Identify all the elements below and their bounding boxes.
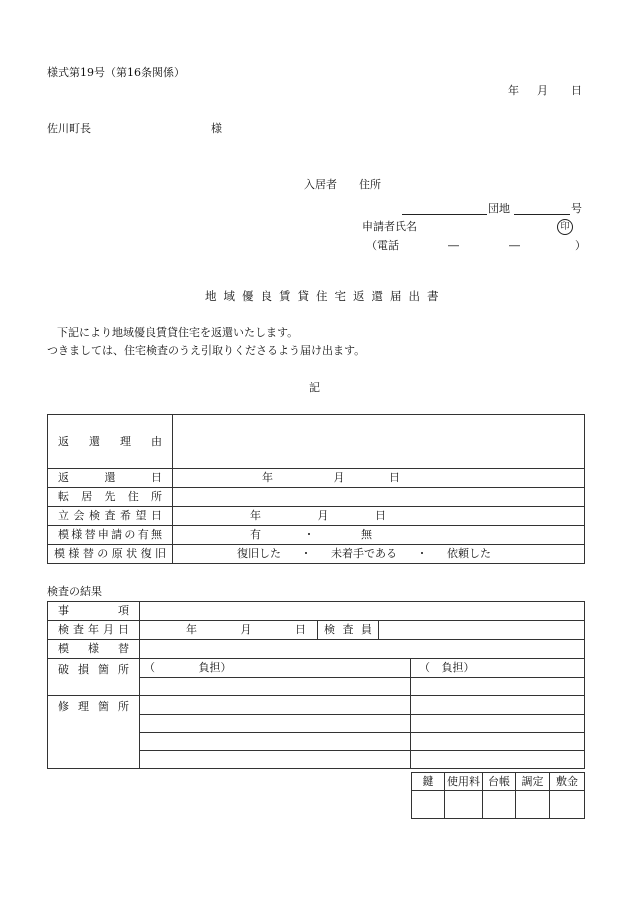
repair-left-line-1[interactable] [140, 696, 411, 715]
form-number: 様式第19号（第16条関係） [47, 66, 185, 79]
damage-left-burden[interactable] [140, 659, 411, 678]
burden-left-open: （ [144, 661, 155, 674]
stamp-header-fee: 使用料 [445, 773, 483, 791]
burden-right-open: （ [419, 661, 430, 674]
document-title: 地域優良賃貸住宅返還届出書 [205, 289, 446, 303]
inspection-date-day: 日 [375, 509, 386, 522]
item-label: 事項 [48, 602, 140, 621]
result-date-day: 日 [295, 623, 306, 636]
reason-label: 返還理由 [48, 415, 173, 469]
return-info-table [47, 414, 585, 564]
inspection-date-result-field[interactable] [140, 621, 318, 640]
inspector-field[interactable] [379, 621, 585, 640]
new-address-label: 転居先住所 [48, 488, 173, 507]
restore-option-not-started[interactable]: 未着手である [331, 547, 397, 560]
repair-right-line-3[interactable] [411, 733, 585, 751]
inspection-date-label: 立会検査希望日 [48, 507, 173, 526]
ki-label: 記 [309, 381, 320, 394]
applicant-name-label: 申請者氏名 [362, 220, 417, 233]
repair-right-line-4[interactable] [411, 751, 585, 769]
body-line-1: 下記により地域優良賃貸住宅を返還いたします。 [57, 326, 299, 339]
repair-left-line-4[interactable] [140, 751, 411, 769]
burden-right: 負担） [441, 661, 475, 674]
remodel-app-yes[interactable]: 有 [250, 528, 261, 541]
restore-field[interactable] [173, 545, 585, 564]
phone-open: （電話 [366, 239, 399, 252]
remodel-app-dot: ・ [303, 528, 315, 541]
address-label: 住所 [359, 178, 381, 191]
stamp-box-deposit[interactable] [550, 791, 585, 819]
stamp-box-fee[interactable] [445, 791, 483, 819]
repair-right-line-1[interactable] [411, 696, 585, 715]
addressee: 佐川町長 [47, 122, 91, 135]
room-number-blank [514, 214, 570, 215]
stamp-box-key[interactable] [412, 791, 445, 819]
go-label: 号 [571, 202, 582, 215]
repair-label: 修理箇所 [48, 696, 140, 769]
stamp-header-key: 鍵 [412, 773, 445, 791]
stamp-header-ledger: 台帳 [483, 773, 516, 791]
reason-field[interactable] [173, 415, 585, 469]
inspection-date-month: 月 [317, 509, 329, 522]
inspection-date-year: 年 [250, 509, 261, 522]
damage-right-burden[interactable] [411, 659, 585, 678]
item-field[interactable] [140, 602, 585, 621]
stamp-header-assessment: 調定 [516, 773, 550, 791]
remodel-app-no[interactable]: 無 [361, 528, 372, 541]
body-line-2: つきましては、住宅検査のうえ引取りくださるよう届け出ます。 [47, 344, 366, 357]
date-year: 年 [508, 84, 519, 97]
inspector-label: 検査員 [318, 621, 379, 640]
result-date-month: 月 [240, 623, 252, 636]
phone-dash-1: ― [448, 239, 459, 252]
result-date-year: 年 [186, 623, 197, 636]
remodel-app-label: 模様替申請の有無 [48, 526, 173, 545]
damage-left-line[interactable] [140, 678, 411, 696]
remodel-app-field[interactable] [173, 526, 585, 545]
restore-dot-2: ・ [416, 547, 428, 560]
damage-label: 破損箇所 [48, 659, 140, 696]
inspection-results-table [47, 601, 585, 769]
danchi-label: 団地 [488, 202, 510, 215]
repair-left-line-2[interactable] [140, 715, 411, 733]
stamp-header-deposit: 敷金 [550, 773, 585, 791]
stamp-table [411, 772, 585, 819]
results-section-title: 検査の結果 [47, 585, 102, 598]
return-date-day: 日 [389, 471, 400, 484]
return-date-year: 年 [262, 471, 273, 484]
burden-left: 負担） [198, 661, 232, 674]
remodel-field[interactable] [140, 640, 585, 659]
addressee-honorific: 様 [211, 122, 222, 135]
phone-dash-2: ― [509, 239, 520, 252]
return-date-label: 返還日 [48, 469, 173, 488]
repair-right-line-2[interactable] [411, 715, 585, 733]
repair-left-line-3[interactable] [140, 733, 411, 751]
return-date-month: 月 [333, 471, 345, 484]
restore-dot-1: ・ [300, 547, 312, 560]
restore-option-done[interactable]: 復旧した [237, 547, 281, 560]
inspection-date-result-label: 検査年月日 [48, 621, 140, 640]
stamp-box-assessment[interactable] [516, 791, 550, 819]
restore-label: 模様替の原状復旧 [48, 545, 173, 564]
inspection-date-field[interactable] [173, 507, 585, 526]
date-month: 月 [537, 84, 548, 97]
phone-close: ） [575, 239, 586, 252]
return-date-field[interactable] [173, 469, 585, 488]
remodel-label: 模様替 [48, 640, 140, 659]
date-day: 日 [571, 84, 582, 97]
resident-label: 入居者 [304, 178, 337, 191]
seal-mark: 印 [557, 219, 573, 235]
restore-option-requested[interactable]: 依頼した [447, 547, 491, 560]
damage-right-line[interactable] [411, 678, 585, 696]
new-address-field[interactable] [173, 488, 585, 507]
stamp-box-ledger[interactable] [483, 791, 516, 819]
danchi-blank [402, 214, 487, 215]
